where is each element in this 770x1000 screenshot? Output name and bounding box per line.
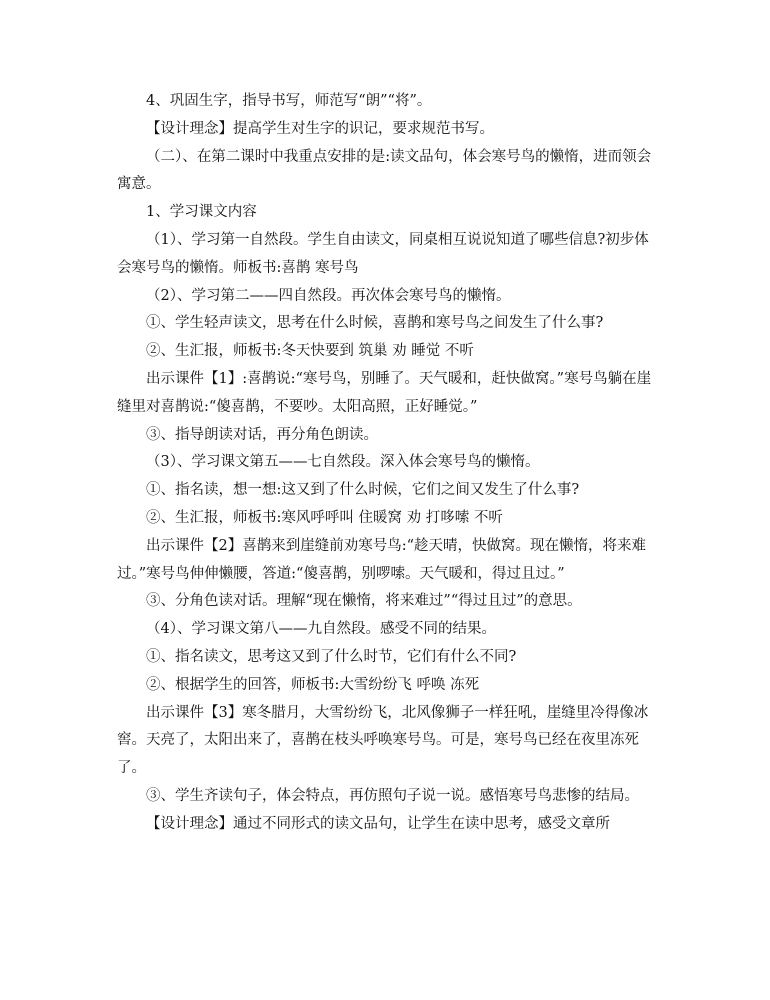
paragraph: （1）、学习第一自然段。学生自由读文，同桌相互说说知道了哪些信息?初步体会寒号鸟的懒惰。师板书:喜鹊 寒号鸟 [117, 231, 649, 276]
paragraph: 【设计理念】提高学生对生字的识记，要求规范书写。 [146, 120, 494, 137]
paragraph: ①、学生轻声读文，思考在什么时候，喜鹊和寒号鸟之间发生了什么事? [146, 315, 604, 332]
paragraph: ③、分角色读对话。理解“现在懒惰，将来难过”“得过且过”的意思。 [146, 593, 582, 610]
document-body [117, 88, 662, 839]
paragraph: ③、指导朗读对话，再分角色朗读。 [146, 426, 378, 443]
paragraph: 【设计理念】通过不同形式的读文品句，让学生在读中思考，感受文章所 [146, 815, 610, 832]
paragraph: ②、根据学生的回答，师板书:大雪纷纷飞 呼唤 冻死 [146, 676, 480, 693]
paragraph: （2）、学习第二——四自然段。再次体会寒号鸟的懒惰。 [146, 287, 511, 304]
paragraph: ②、生汇报，师板书:寒风呼呼叫 住暖窝 劝 打哆嗦 不听 [146, 509, 503, 526]
paragraph: 1、学习课文内容 [146, 204, 257, 221]
paragraph: ①、指名读文，思考这又到了什么时节，它们有什么不同? [146, 648, 517, 665]
paragraph: ②、生汇报，师板书:冬天快要到 筑巢 劝 睡觉 不听 [146, 343, 474, 360]
paragraph: （4）、学习课文第八——九自然段。感受不同的结果。 [146, 621, 496, 638]
paragraph: 4、巩固生字，指导书写，师范写“朗”“将”。 [146, 93, 432, 109]
paragraph: ①、指名读，想一想:这又到了什么时候，它们之间又发生了什么事? [146, 482, 580, 499]
paragraph: ③、学生齐读句子，体会特点，再仿照句子说一说。感悟寒号鸟悲惨的结局。 [146, 787, 639, 804]
paragraph: （二）、在第二课时中我重点安排的是:读文品句，体会寒号鸟的懒惰，进而领会寓意。 [117, 148, 652, 193]
paragraph: （3）、学习课文第五——七自然段。深入体会寒号鸟的懒惰。 [146, 454, 540, 471]
paragraph: 出示课件【1】:喜鹊说:“寒号鸟，别睡了。天气暖和，赶快做窝。”寒号鸟躺在崖缝里对喜鹊说:“傻喜鹊，不要吵。太阳高照，正好睡觉。” [117, 370, 652, 415]
paragraph: 出示课件【3】寒冬腊月，大雪纷纷飞，北风像狮子一样狂吼，崖缝里冷得像冰窖。天亮了，太阳出来了，喜鹊在枝头呼唤寒号鸟。可是，寒号鸟已经在夜里冻死了。 [117, 704, 649, 777]
paragraph: 出示课件【2】喜鹊来到崖缝前劝寒号鸟:“趁天晴，快做窝。现在懒惰，将来难过。”寒号鸟伸伸懒腰，答道:“傻喜鹊，别啰嗦。天气暖和，得过且过。” [117, 537, 647, 582]
